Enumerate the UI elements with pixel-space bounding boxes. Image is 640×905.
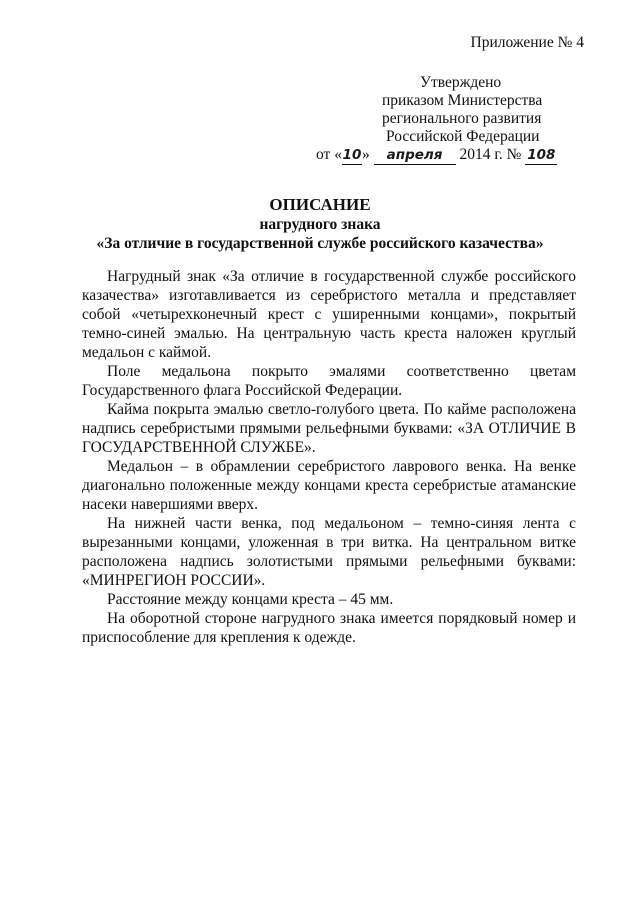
approval-line-order: приказом Министерства: [382, 92, 543, 109]
paragraph: На оборотной стороне нагрудного знака имеется порядковый номер и приспособление для крепления к одежде.: [82, 610, 576, 646]
paragraph: Нагрудный знак «За отличие в государственной службе российского казачества» изготавливается из серебристого металла и представляет собой «четырехконечный крест с уширенными концами», покрытый темно-синей эмалью. На центральную часть креста наложен круглый медальон с каймой.: [82, 268, 576, 361]
handwritten-month: апреля: [374, 146, 456, 165]
approval-line-ministry: регионального развития: [382, 110, 542, 127]
handwritten-day: 10: [342, 147, 362, 163]
document-body: [82, 267, 576, 647]
paragraph: Кайма покрыта эмалью светло-голубого цвета. По кайме расположена надпись серебристыми прямыми рельефными буквами: «ЗА ОТЛИЧИЕ В ГОСУДАРСТВЕННОЙ СЛУЖБЕ».: [82, 401, 576, 456]
date-year: 2014 г. №: [459, 146, 522, 163]
approval-line-approved: Утверждено: [420, 74, 502, 91]
appendix-label: Приложение № 4: [470, 34, 584, 51]
date-prefix: от «: [316, 146, 342, 163]
approval-date-line: [316, 146, 596, 165]
approval-block: [316, 74, 596, 165]
approval-line-federation: Российской Федерации: [386, 128, 540, 145]
paragraph: Расстояние между концами креста – 45 мм.: [107, 591, 394, 608]
document-title: [60, 194, 580, 253]
paragraph: Медальон – в обрамлении серебристого лаврового венка. На венке диагонально положенные между концами креста серебристые атаманские насеки навершиями вверх.: [82, 458, 576, 513]
date-mid: »: [361, 146, 370, 163]
title-subtitle: нагрудного знака: [259, 216, 381, 233]
handwritten-order-number: 108: [527, 147, 556, 163]
paragraph: Поле медальона покрыто эмалями соответственно цветам Государственного флага Российской Федерации.: [82, 363, 576, 399]
title-award-name: «За отличие в государственной службе российского казачества»: [96, 235, 544, 252]
paragraph: На нижней части венка, под медальоном – темно-синяя лента с вырезанными концами, уложенная в три витка. На центральном витке расположена надпись золотистыми прямыми рельефными буквами: «МИНРЕГИОН РОССИИ».: [82, 515, 576, 589]
title-main: ОПИСАНИЕ: [269, 195, 371, 214]
